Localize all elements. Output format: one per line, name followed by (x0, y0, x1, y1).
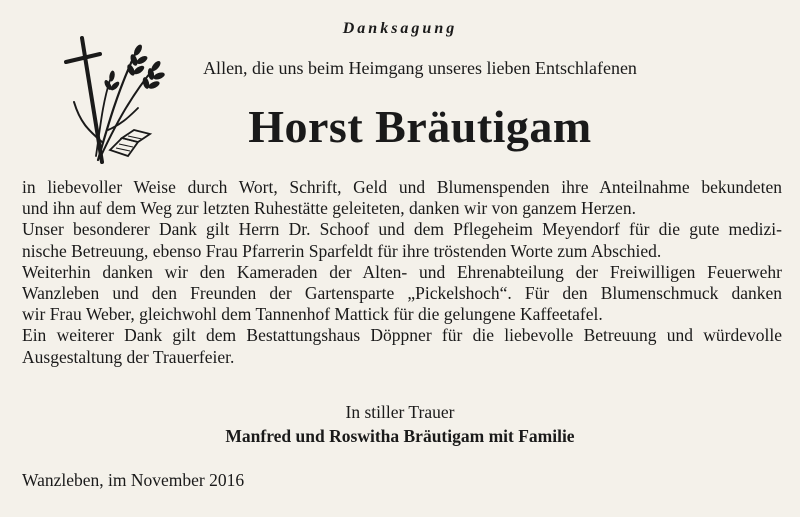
body-line: nische Betreuung, ebenso Frau Pfarrerin Sparfeldt für ihre tröstenden Worte zum Abschied. (22, 240, 662, 261)
body-line: wir Frau Weber, gleichwohl dem Tannenhof Mattick für die gelungene Kaffeetafel. (22, 304, 603, 325)
body-line: Ausgestaltung der Trauerfeier. (22, 346, 235, 367)
body-line: und ihn auf dem Weg zur letzten Ruhestätte geleiteten, danken wir von ganzem Herzen. (22, 198, 636, 219)
deceased-name: Horst Bräutigam (248, 101, 592, 152)
intro-line: Allen, die uns beim Heimgang unseres lieben Entschlafenen (203, 58, 637, 78)
thanks-body (22, 177, 782, 368)
body-line: in liebevoller Weise durch Wort, Schrift, Geld und Blumenspenden ihre Anteilnahme bekundeten (22, 177, 782, 197)
body-line: Unser besonderer Dank gilt Herrn Dr. Schoof und dem Pflegeheim Meyendorf für die gute medizi- (22, 219, 782, 240)
body-line: Wanzleben und den Freunden der Gartensparte „Pickelshoch“. Für den Blumenschmuck danken (22, 283, 782, 304)
notice-heading: Danksagung (342, 20, 458, 37)
body-line: Weiterhin danken wir den Kameraden der Alten- und Ehrenabteilung der Freiwilligen Feuerwehr (22, 261, 782, 282)
family-signature: Manfred und Roswitha Bräutigam mit Familie (225, 426, 575, 446)
mourning-line: In stiller Trauer (345, 402, 455, 422)
signoff-block (0, 400, 800, 448)
place-date: Wanzleben, im November 2016 (22, 470, 245, 490)
body-line: Ein weiterer Dank gilt dem Bestattungshaus Döppner für die liebevolle Betreuung und würdevolle (22, 325, 782, 346)
